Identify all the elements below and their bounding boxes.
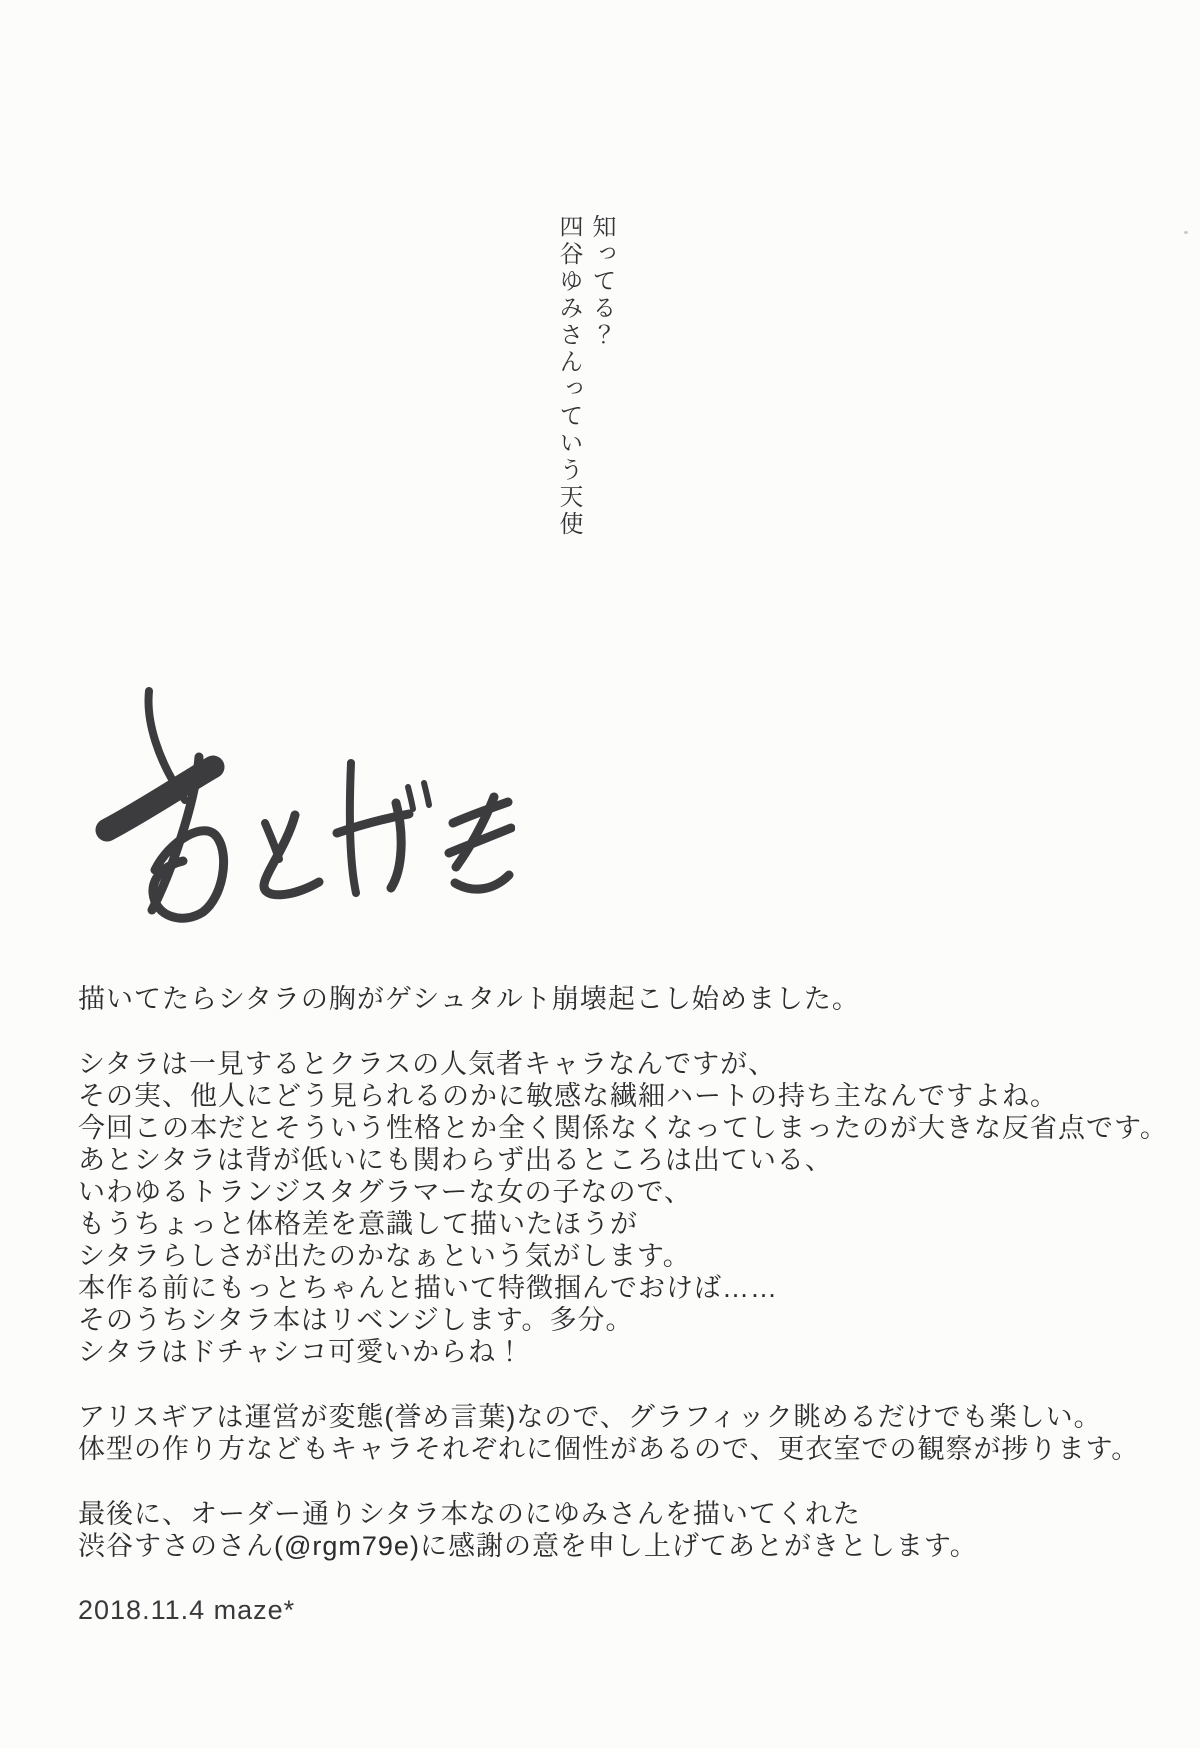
body-line: 描いてたらシタラの胸がゲシュタルト崩壊起こし始めました。 — [78, 984, 860, 1014]
body-line: 今回この本だとそういう性格とか全く関係なくなってしまったのが大きな反省点です。 — [78, 1113, 1168, 1143]
body-line: 本作る前にもっとちゃんと描いて特徴掴んでおけば…… — [78, 1273, 778, 1303]
vertical-note-column-right: 知ってる？ — [588, 214, 614, 349]
paragraph — [78, 1498, 1163, 1562]
paragraph — [78, 1401, 1163, 1465]
body-line: 体型の作り方などもキャラそれぞれに個性があるので、更衣室での観察が捗ります。 — [78, 1434, 1140, 1464]
paragraph — [78, 1048, 1168, 1368]
body-line: シタラらしさが出たのかなぁという気がします。 — [78, 1241, 691, 1271]
date-signature: 2018.11.4 maze* — [78, 1595, 296, 1625]
vertical-margin-note — [551, 214, 617, 594]
afterword-title — [95, 625, 515, 925]
body-line: シタラは一見するとクラスの人気者キャラなんですが、 — [78, 1049, 777, 1079]
body-line: 最後に、オーダー通りシタラ本なのにゆみさんを描いてくれた — [78, 1499, 861, 1529]
body-line: もうちょっと体格差を意識して描いたほうが — [78, 1209, 638, 1239]
paragraph — [78, 983, 1163, 1015]
body-line: 渋谷すさのさん(@rgm79e)に感謝の意を申し上げてあとがきとします。 — [78, 1531, 978, 1561]
body-line: あとシタラは背が低いにも関わらず出るところは出ている、 — [78, 1145, 833, 1175]
scan-speck — [1184, 231, 1188, 234]
body-line: アリスギアは運営が変態(誉め言葉)なので、グラフィック眺めるだけでも楽しい。 — [78, 1402, 1102, 1432]
body-line: その実、他人にどう見られるのかに敏感な繊細ハートの持ち主なんですよね。 — [78, 1081, 1058, 1111]
afterword-body — [78, 983, 1168, 1626]
body-line: そのうちシタラ本はリベンジします。多分。 — [78, 1305, 634, 1335]
atogaki-calligraphy-drawing — [95, 625, 515, 925]
vertical-note-column-left: 四谷ゆみさんっていう天使 — [555, 214, 581, 538]
body-line: シタラはドチャシコ可愛いからね！ — [78, 1337, 525, 1367]
body-line: いわゆるトランジスタグラマーな女の子なので、 — [78, 1177, 692, 1207]
